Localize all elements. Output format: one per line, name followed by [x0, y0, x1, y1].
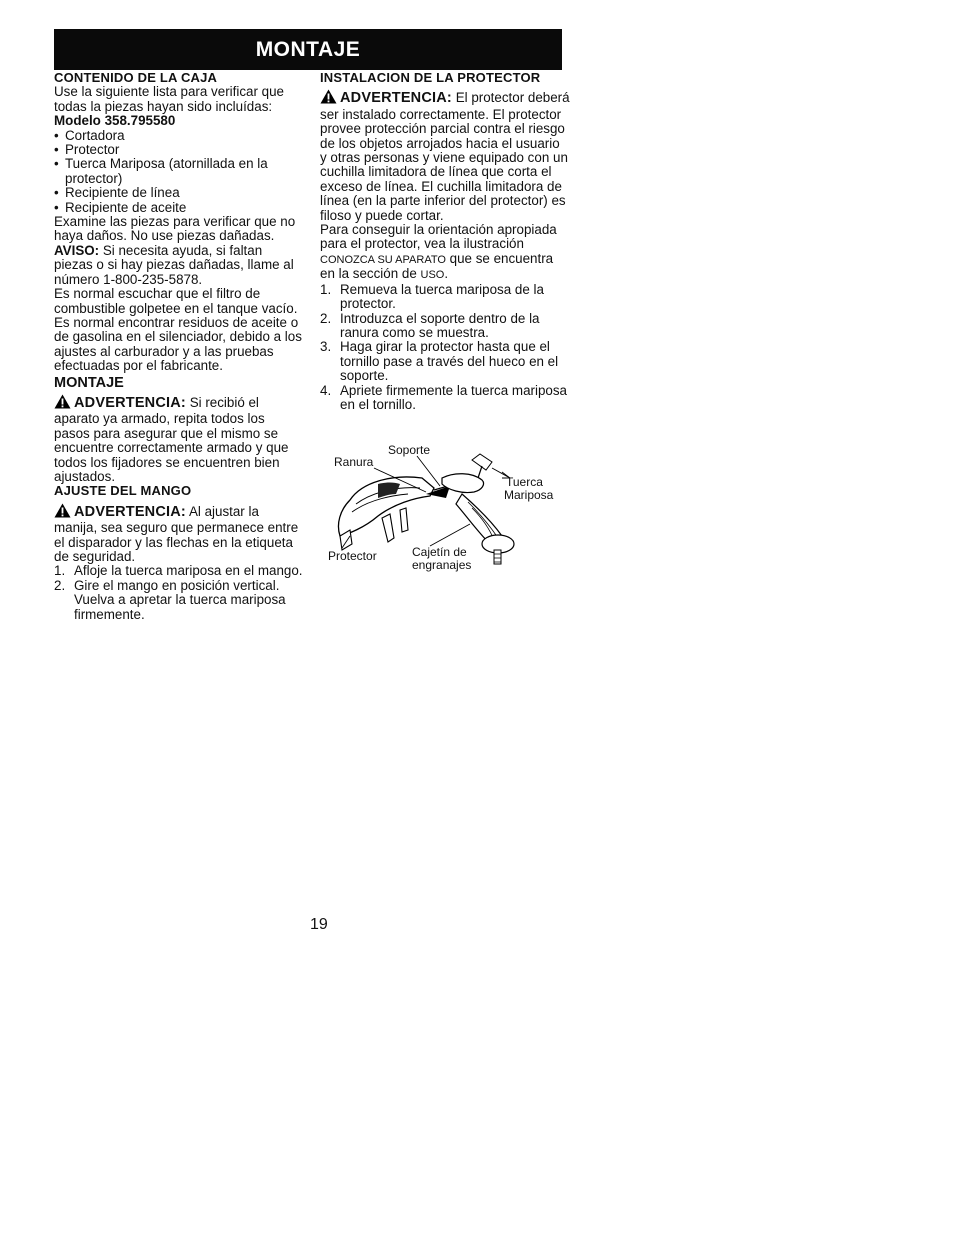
contents-heading: CONTENIDO DE LA CAJA	[54, 70, 218, 85]
list-item	[320, 384, 570, 413]
warning-2-word: ADVERTENCIA:	[74, 503, 186, 520]
banner-title: MONTAJE	[255, 38, 361, 61]
orientation-text	[320, 223, 570, 283]
left-column	[54, 71, 304, 622]
label-ranura: Ranura	[334, 455, 374, 469]
warning-triangle-icon	[320, 89, 337, 107]
montaje-heading: MONTAJE	[54, 374, 124, 391]
warning-1	[54, 394, 304, 484]
list-item: • Protector	[54, 143, 304, 157]
label-soporte: Soporte	[388, 443, 431, 457]
list-item: • Recipiente de aceite	[54, 201, 304, 215]
list-item: • Cortadora	[54, 129, 304, 143]
step-number: 1.	[54, 563, 66, 579]
normal-note-2: Es normal encontrar residuos de aceite o de gasolina en el silenciador, debido a los ajustes al carburador y a las pruebas efectuadas por el fabricante.	[54, 314, 302, 374]
aviso-label: AVISO:	[54, 242, 100, 258]
orientation-uso: USO	[420, 269, 445, 282]
step-text: Afloje la tuerca mariposa en el mango.	[74, 563, 303, 579]
label-cajetin: Cajetín de	[412, 545, 467, 559]
handle-heading: AJUSTE DEL MANGO	[54, 483, 192, 499]
right-column	[320, 71, 570, 412]
examine-text: Examine las piezas para verificar que no haya daños. No use piezas dañadas.	[54, 214, 296, 244]
warning-1-word: ADVERTENCIA:	[74, 394, 186, 411]
model-number: Modelo 358.795580	[54, 113, 176, 129]
list-item: • Recipiente de línea	[54, 186, 304, 200]
step-text: Haga girar la protector hasta que el tornillo pase a través del hueco en el soporte.	[340, 339, 559, 384]
list-item	[54, 564, 304, 578]
warning-2	[54, 503, 304, 565]
handle-steps	[54, 564, 304, 622]
list-item	[320, 340, 570, 383]
warning-triangle-icon	[54, 394, 71, 412]
orientation-text-c: .	[444, 266, 449, 282]
label-mariposa: Mariposa	[504, 488, 554, 502]
warning-3-text: El protector deberá ser instalado correctamente. El protector provee protección parcial contra el riesgo de los objetos arrojados hacia el usuario y otras personas y viene equipado con un cuchilla limitadora de línea que corta el exceso de línea. El cuchilla limitadora de línea (en la parte inferior del protector) es filoso y puede cortar.	[320, 90, 570, 223]
step-number: 3.	[320, 339, 332, 355]
shield-steps	[320, 283, 570, 413]
step-number: 1.	[320, 281, 332, 297]
aviso-paragraph	[54, 244, 304, 287]
warning-triangle-icon	[54, 503, 71, 521]
step-text: Apriete firmemente la tuerca mariposa en el tornillo.	[340, 382, 567, 412]
step-number: 2.	[54, 577, 66, 593]
list-item	[54, 579, 304, 622]
step-text: Gire el mango en posición vertical. Vuelva a apretar la tuerca mariposa firmemente.	[74, 577, 286, 622]
orientation-text-a: Para conseguir la orientación apropiada para el protector, vea la ilustración	[320, 222, 557, 252]
label-protector: Protector	[328, 549, 377, 563]
shield-heading: INSTALACION DE LA PROTECTOR	[320, 70, 541, 85]
contents-list	[54, 129, 304, 215]
orientation-ref: CONOZCA SU APARATO	[320, 253, 446, 266]
warning-1-text: Si recibió el aparato ya armado, repita todos los pasos para asegurar que el mismo se encuentre correctamente armado y que todos los fijadores se encuentren bien ajustados.	[54, 394, 289, 484]
list-item	[320, 283, 570, 312]
warning-2-text: Al ajustar la manija, sea seguro que permanece entre el disparador y las flechas en la etiqueta de seguridad.	[54, 503, 299, 564]
step-number: 2.	[320, 310, 332, 326]
normal-note-1: Es normal escuchar que el filtro de combustible golpetee en el tanque vacío.	[54, 286, 298, 316]
label-engranajes: engranajes	[412, 558, 472, 572]
step-number: 4.	[320, 382, 332, 398]
step-text: Introduzca el soporte dentro de la ranura como se muestra.	[340, 310, 540, 340]
list-item: • Tuerca Mariposa (atornillada en la protector)	[54, 157, 304, 186]
section-banner	[54, 29, 562, 70]
step-text: Remueva la tuerca mariposa de la protector.	[340, 281, 544, 312]
warning-3	[320, 89, 570, 223]
list-item	[320, 312, 570, 341]
page-number: 19	[310, 916, 328, 933]
shield-diagram	[322, 438, 572, 578]
aviso-text: Si necesita ayuda, si faltan piezas o si hay piezas dañadas, llame al número 1-800-235-5878.	[54, 242, 294, 287]
orientation-text-b: que se encuentra en la sección de	[320, 250, 554, 282]
contents-intro: Use la siguiente lista para verificar que todas la piezas hayan sido incluídas:	[54, 84, 284, 114]
warning-3-word: ADVERTENCIA:	[340, 90, 452, 107]
label-tuerca: Tuerca	[506, 475, 543, 489]
